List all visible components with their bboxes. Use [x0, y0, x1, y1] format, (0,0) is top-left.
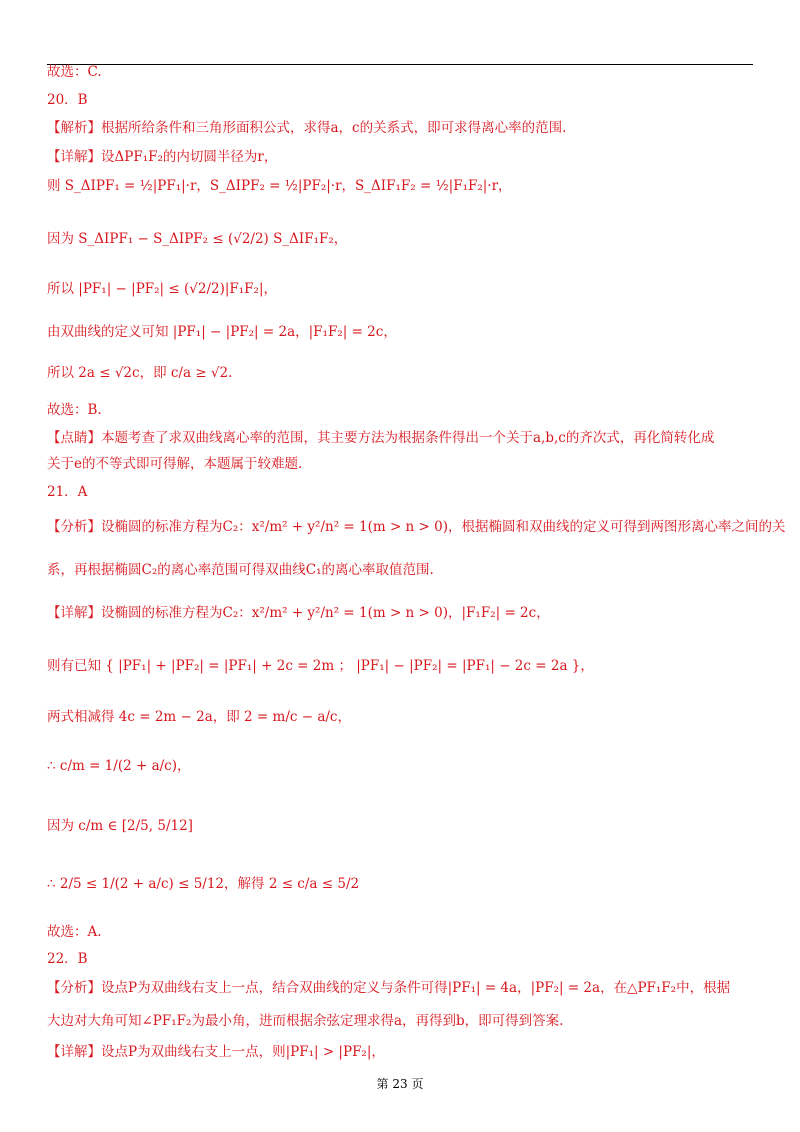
question-number: 20．B	[47, 92, 88, 108]
math-system-line: 则有已知 { |PF₁| + |PF₂| = |PF₁| + 2c = 2m ； |PF₁| − |PF₂| = |PF₁| − 2c = 2a }，	[47, 658, 594, 674]
analysis-line: 系，再根据椭圆C₂的离心率范围可得双曲线C₁的离心率取值范围.	[47, 562, 434, 578]
comment-line: 【点睛】本题考查了求双曲线离心率的范围，其主要方法为根据条件得出一个关于a,b,c的齐次式，再化简转化成	[47, 430, 715, 446]
answer-line: 故选：B.	[47, 402, 102, 418]
math-line: 所以 |PF₁| − |PF₂| ≤ (√2/2)|F₁F₂|，	[47, 281, 278, 297]
math-line: ∴ c/m = 1/(2 + a/c)，	[47, 758, 191, 774]
question-number: 22．B	[47, 951, 88, 967]
answer-line: 故选：C.	[47, 64, 102, 80]
analysis-line: 大边对大角可知∠PF₁F₂为最小角，进而根据余弦定理求得a，再得到b，即可得到答案.	[47, 1013, 564, 1029]
math-line: 所以 2a ≤ √2c，即 c/a ≥ √2.	[47, 365, 233, 381]
answer-line: 故选：A.	[47, 924, 102, 940]
header-rule	[47, 64, 753, 65]
page-number: 第 23 页	[376, 1077, 424, 1091]
math-line: 因为 S_ΔIPF₁ − S_ΔIPF₂ ≤ (√2/2) S_ΔIF₁F₂，	[47, 231, 348, 247]
detail-line: 【详解】设椭圆的标准方程为C₂：x²/m² + y²/n² = 1(m > n > 0)，|F₁F₂| = 2c，	[47, 605, 550, 621]
math-line: ∴ 2/5 ≤ 1/(2 + a/c) ≤ 5/12，解得 2 ≤ c/a ≤ 5/2	[47, 876, 360, 892]
analysis-line: 【分析】设点P为双曲线右支上一点，结合双曲线的定义与条件可得|PF₁| = 4a，|PF₂| = 2a，在△PF₁F₂中，根据	[47, 980, 731, 996]
math-line: 由双曲线的定义可知 |PF₁| − |PF₂| = 2a，|F₁F₂| = 2c，	[47, 324, 397, 340]
question-number: 21．A	[47, 484, 88, 500]
detail-line: 【详解】设ΔPF₁F₂的内切圆半径为r，	[47, 149, 278, 165]
comment-line: 关于e的不等式即可得解，本题属于较难题.	[47, 456, 303, 472]
analysis-line: 【解析】根据所给条件和三角形面积公式，求得a，c的关系式，即可求得离心率的范围.	[47, 120, 567, 136]
math-line: 两式相减得 4c = 2m − 2a，即 2 = m/c − a/c，	[47, 709, 351, 725]
math-line: 则 S_ΔIPF₁ = ½|PF₁|·r，S_ΔIPF₂ = ½|PF₂|·r，S_ΔIF₁F₂ = ½|F₁F₂|·r，	[47, 178, 512, 194]
math-line: 因为 c/m ∈ [2/5, 5/12]	[47, 818, 193, 834]
analysis-line: 【分析】设椭圆的标准方程为C₂：x²/m² + y²/n² = 1(m > n > 0)，根据椭圆和双曲线的定义可得到两图形离心率之间的关	[47, 519, 786, 535]
detail-line: 【详解】设点P为双曲线右支上一点，则|PF₁| > |PF₂|，	[47, 1044, 385, 1060]
